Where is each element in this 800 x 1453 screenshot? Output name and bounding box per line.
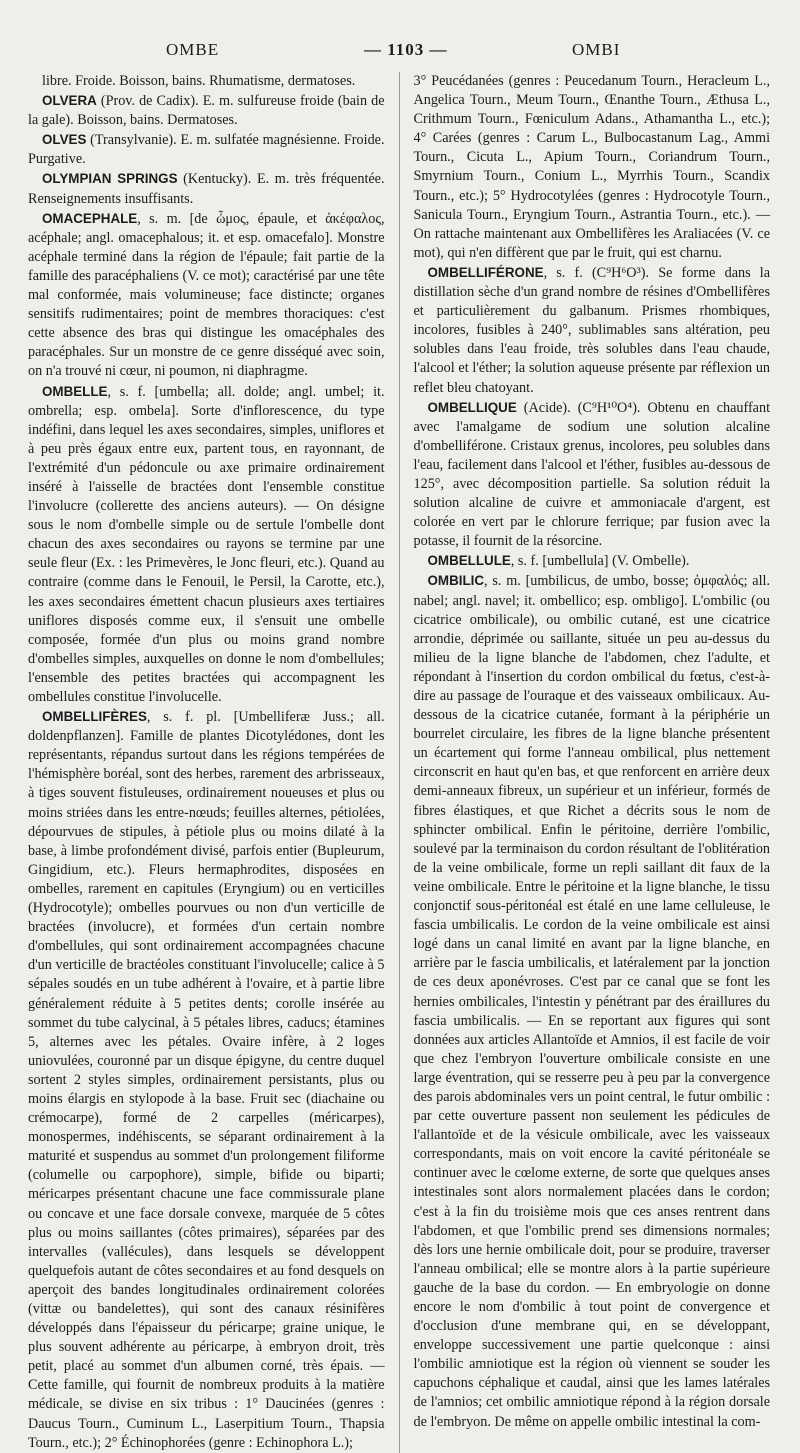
entry-text: , s. f. pl. [Umbelliferæ Juss.; all. doldenpflanzen]. Famille de plantes Dicotylédones, dont les représentants, répandus surtout dans les régions tempérées de l'hémisphère boréal, sont des herbes, rarement des arbrisseaux, à tiges souvent fistuleuses, ordinairement noueuses et plus ou moins striées dans les entre-nœuds; feuilles alternes, pétiolées, dépourvues de stipules, à pétiole plus ou moins dilaté à la base, à limbe profondément divisé, parfois entier (Bupleurum, Gingidium, etc.). Fleurs hermaphrodites, disposées en ombelles, rarement en capitules (Eryngium) ou en verticilles (Hydrocotyle); ombelles pourvues ou non d'un verticille de bractées (involucre), et formées d'un certain nombre d'ombellules, qui sont ordinairement accompagnées chacune d'un verticille de bractéoles constituant l'involucelle; calice à 5 sépales soudés en un tube adhérent à l'ovaire, et à partie libre généralement réduite à 5 petites dents; corolle insérée au sommet du tube calycinal, à 5 pétales libres, caducs; étamines 5, alternes avec les pétales. Ovaire infère, à 2 loges uniovulées, couronné par un disque épigyne, du centre duquel sortent 2 styles simples, ordinairement persistants, plus ou moins élargis en stylopode à la base. Fruit sec (diachaine ou crémocarpe), formé de 2 carpelles (méricarpes), monospermes, indéhiscents, se séparant ordinairement à la maturité et suspendus au sommet d'un prolongement filiforme (columelle ou carpophore), simple, bifide ou biparti; méricarpes présentant chacune une face commissurale plane ou concave et une face dorsale convexe, marquée de 5 côtes plus ou moins saillantes (côtes primaires), séparées par des intervalles (vallécules), dans lesquels se développent quelquefois autant de côtes secondaires et au fond desquels on aperçoit des bandes longitudinales ordinairement colorées (vittæ ou bandelettes), qui sont des canaux résinifères développés dans l'épaisseur du péricarpe; graine unique, le plus souvent adhérente au péricarpe, à embryon droit, très petit, placé au sommet d'un albumen corné, très épais. — Cette famille, qui fournit de nombreux produits à la matière médicale, se divise en six tribus : 1° Daucinées (genres : Daucus Tourn., Cuminum L., Laserpitium Tourn., Thapsia Tourn., etc.); 2° Échinophorées (genre : Echinophora L.); — [28, 709, 385, 1451]
entry-text: (Prov. de Cadix). E. m. sulfureuse froide (bain de la gale). Boisson, bains. Dermatoses. — [28, 93, 385, 129]
entry-headword: OMBILIC — [427, 573, 485, 589]
entry-text: , s. f. (C⁹H⁶O³). Se forme dans la distillation sèche d'un grand nombre de résines d'Ombellifères et particulièrement du galbanum. Prismes rhombiques, incolores, fusibles à 240°, sublimables sans altération, peu solubles dans l'eau froide, très solubles dans l'eau chaude, l'alcool et l'éther; la solution aqueuse présente par réflexion un reflet bleu chatoyant. — [413, 264, 771, 396]
page-number: — 1103 — — [364, 40, 448, 59]
entry-text: , s. m. [umbilicus, de umbo, bosse; ὀμφαλός; all. nabel; angl. navel; it. ombellico; esp. ombligo]. L'ombilic (ou cicatrice ombilicale), ou ombilic cutané, est une cicatrice arrondie, déprimée ou saillante, située un peu au-dessus du milieu de la ligne blanche de l'abdomen, chez l'adulte, et répondant à l'insertion du cordon ombilical du fœtus, c'est-à-dire au passage de l'ouraque et des vaisseaux ombilicaux. Au-dessous de la cicatrice cutanée, formant à la périphérie un bourrelet circulaire, les fibres de la ligne blanche présentent un écartement qui forme l'anneau ombilical, plus nettement circonscrit en haut qu'en bas, et que renforcent en arrière deux demi-anneaux fibreux, un supérieur et un inférieur, formés de fibres élastiques, et que Richet a décrits sous le nom de sphincter ombilical. Enfin le péritoine, derrière l'ombilic, soulevé par la terminaison du cordon résultant de l'oblitération de la veine ombilicale, forme un repli saillant dit faux de la veine ombilicale. Entre le péritoine et la ligne blanche, le tissu conjonctif sous-péritonéal est étalé en une lame celluleuse, le fascia umbilicalis. Le cordon de la veine ombilicale est ainsi logé dans un canal limité en avant par la ligne blanche, en arrière par le fascia umbilicalis, et latéralement par la jonction de ces deux aponévroses. C'est par ce canal que se font les hernies ombilicales, l'intestin y pénétrant par des éraillures du fascia umbilicalis. — En se reportant aux figures qui sont données aux articles Allantoïde et Amnios, il est facile de voir que chez l'embryon l'ouverture ombilicale consiste en une large éventration, qui se resserre peu à peu par la convergence des parois abdominales vers un point central, le futur ombilic : par cette ouverture passent non seulement les pédicules de l'allantoïde et de la vésicule ombilicale, avec les vaisseaux correspondants, mais on voit encore la cavité péritonéale se continuer avec le cœlome externe, de sorte que quelques anses intestinales sont alors normalement placées dans le cordon; c'est à la fin du troisième mois que ces anses rentrent dans l'abdomen, et que l'ombilic prend ses dimensions normales; dès lors une hernie ombilicale doit, pour se produire, traverser l'anneau ombilical; elle se montre alors à la partie supérieure gauche de la base du cordon. — En embryologie on donne encore le nom d'ombilic à tout point de convergence et d'occlusion d'une membrane qui, en se développant, enveloppe successivement une partie quelconque : ainsi l'ombilic amniotique est la région où viennent se souder les capuchons céphalique et caudal, ainsi que les lames latérales de l'amnios; cet ombilic amniotique répond à la région dorsale de l'embryon. De même on appelle ombilic intestinal la com- — [413, 573, 771, 1430]
right-column-entry — [414, 398, 771, 552]
entry-headword: OMACEPHALE — [42, 210, 138, 226]
entry-headword: OMBELLE — [42, 383, 108, 399]
entry-text: , s. f. [umbella; all. dolde; angl. umbel; it. ombrella; esp. ombela]. Sorte d'inflorescence, du type indéfini, dans lequel les axes secondaires, simples, uniflores et à peu près égaux entre eux, partent tous, en rayonnant, de l'extrémité d'un pédoncule ou axe primaire ordinairement inséré à l'aisselle de bractées dont l'ensemble constitue l'involucre (collerette des anciens auteurs). — On désigne sous le nom d'ombelle simple ou de sertule l'ombelle dont chacun des axes secondaires ou rayons se termine par une seule fleur (Ex. : les Primevères, le Jonc fleuri, etc.). Quand au contraire (comme dans le Fenouil, le Persil, la Carotte, etc.), les axes secondaires émettent chacun plusieurs axes tertiaires uniflores disposés comme eux, il s'ensuit une ombelle composée, formée d'un plus ou moins grand nombre d'ombelles simples, auxquelles on donne le nom d'ombellules; l'ensemble des petites bractées qui accompagnent les ombellules constitue l'involucelle. — [28, 383, 385, 705]
entry-text: (Kentucky). E. m. très fréquentée. Renseignements insuffisants. — [28, 171, 385, 207]
entry-headword: OMBELLIQUE — [427, 399, 517, 415]
column-divider — [399, 72, 400, 1453]
entry-text: (Acide). (C⁹H¹⁰O⁴). Obtenu en chauffant avec l'amalgame de sodium une solution alcaline d'ombelliférone. Cristaux grenus, incolores, peu solubles dans l'eau, facilement dans l'alcool et l'éther, fusibles au-dessous de 125°, avec décomposition partielle. Sa solution réduit la solution alcaline de cuivre et ammoniacale d'argent, est colorée en vert par le chlorure ferrique; par fusion avec la potasse, il fournit de la résorcine. — [413, 399, 771, 550]
entry-headword: OLVES — [42, 132, 87, 148]
entry-headword: OMBELLULE — [427, 553, 511, 569]
left-column-entry — [28, 72, 385, 91]
entry-headword: OMBELLIFÈRES — [42, 709, 147, 725]
page-header — [28, 40, 770, 72]
left-column-entry — [28, 209, 385, 382]
right-column-entry — [414, 551, 771, 571]
right-column-entry — [414, 263, 771, 398]
left-column-entry — [28, 382, 385, 708]
left-column — [28, 72, 385, 1453]
entry-text: libre. Froide. Boisson, bains. Rhumatisme, dermatoses. — [42, 73, 356, 89]
left-column-entry — [28, 169, 385, 208]
left-column-entry — [28, 707, 385, 1453]
entry-headword: OMBELLIFÉRONE — [427, 264, 544, 280]
entry-text: (Transylvanie). E. m. sulfatée magnésienne. Froide. Purgative. — [28, 132, 385, 168]
header-left-guideword: OMBE — [166, 40, 220, 59]
text-columns — [28, 72, 770, 1453]
right-column-entry — [414, 571, 771, 1431]
entry-text: , s. f. [umbellula] (V. Ombelle). — [510, 553, 690, 570]
right-column-entry — [414, 72, 771, 263]
entry-headword: OLYMPIAN SPRINGS — [42, 171, 178, 187]
entry-headword: OLVERA — [42, 93, 97, 109]
entry-text: 3° Peucédanées (genres : Peucedanum Tourn., Heracleum L., Angelica Tourn., Meum Tourn., Œnanthe Tourn., Æthusa L., Crithmum Tourn., Fœniculum Adans., Athamantha L., etc.); 4° Carées (genres : Carum L., Bulbocastanum Lag., Ammi Tourn., Cicuta L., Apium Tourn., Coriandrum Tourn., Smyrnium Tourn., Conium L., Myrrhis Tourn., Scandix Tourn., etc.); 5° Hydrocotylées (genres : Hydrocotyle Tourn., Sanicula Tourn., Eryngium Tourn., Astrantia Tourn., etc.). — On rattache maintenant aux Ombellifères les Araliacées (V. ce mot), qui n'en diffèrent que par le fruit, qui est charnu. — [413, 73, 771, 261]
header-right-guideword: OMBI — [572, 40, 621, 59]
entry-text: , s. m. [de ὦμος, épaule, et ἀκέφαλος, acéphale; angl. omacephalous; it. et esp. omacefalo]. Monstre acéphale terminé dans la région de l'épaule; fait partie de la famille des paracéphaliens (V. ce mot); caractérisé par une tête mal conformée, mais volumineuse; face distincte; organes sensitifs rudimentaires; point de membres thoraciques: c'est cette absence des bras qui distingue les omacéphales des paracéphales. Sur un monstre de ce genre disséqué avec soin, on n'a trouvé ni cœur, ni poumon, ni diaphragme. — [28, 210, 385, 380]
left-column-entry — [28, 91, 385, 130]
right-column — [414, 72, 771, 1453]
left-column-entry — [28, 130, 385, 169]
